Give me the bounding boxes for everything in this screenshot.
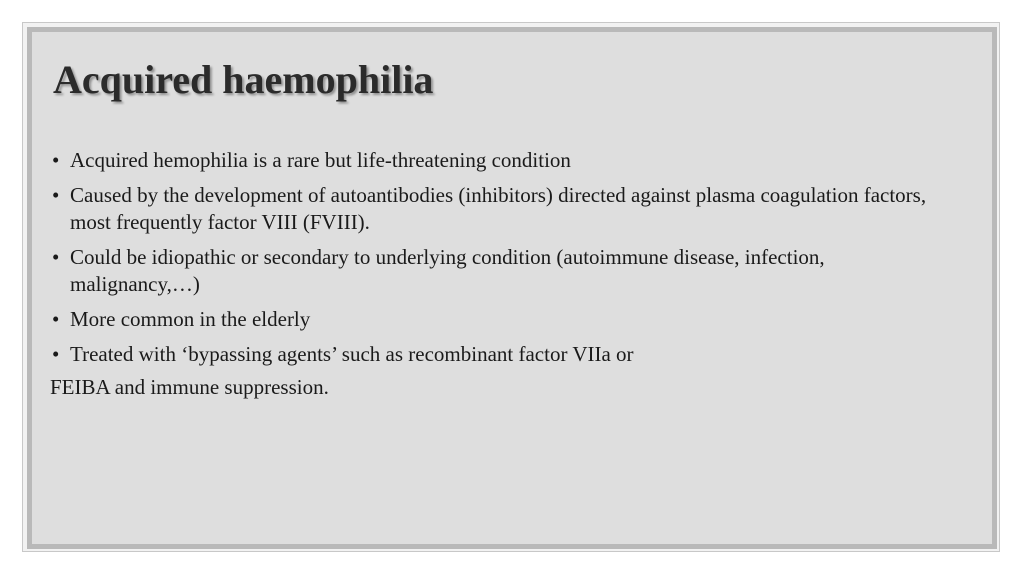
bullet-list xyxy=(50,147,930,368)
bullet-item xyxy=(50,244,930,298)
bullet-dot-icon: • xyxy=(52,307,60,331)
bullet-item xyxy=(50,306,930,333)
continuation-text: FEIBA and immune suppression. xyxy=(50,375,329,399)
bullet-dot-icon: • xyxy=(52,183,60,207)
bullet-item xyxy=(50,341,930,368)
bullet-item xyxy=(50,147,930,174)
slide-title: Acquired haemophilia xyxy=(53,57,434,102)
bullet-dot-icon: • xyxy=(52,245,60,269)
slide-content xyxy=(50,147,930,401)
bullet-text: Caused by the development of autoantibodies (inhibitors) directed against plasma coagulation factors, most frequently factor VIII (FVIII). xyxy=(70,183,927,234)
bullet-dot-icon: • xyxy=(52,342,60,366)
bullet-text: More common in the elderly xyxy=(70,307,311,331)
bullet-text: Treated with ‘bypassing agents’ such as recombinant factor VIIa or xyxy=(70,342,634,366)
bullet-text: Acquired hemophilia is a rare but life-threatening condition xyxy=(70,148,571,172)
bullet-text: Could be idiopathic or secondary to underlying condition (autoimmune disease, infection, malignancy,…) xyxy=(70,245,825,296)
bullet-item xyxy=(50,182,930,236)
bullet-dot-icon: • xyxy=(52,148,60,172)
